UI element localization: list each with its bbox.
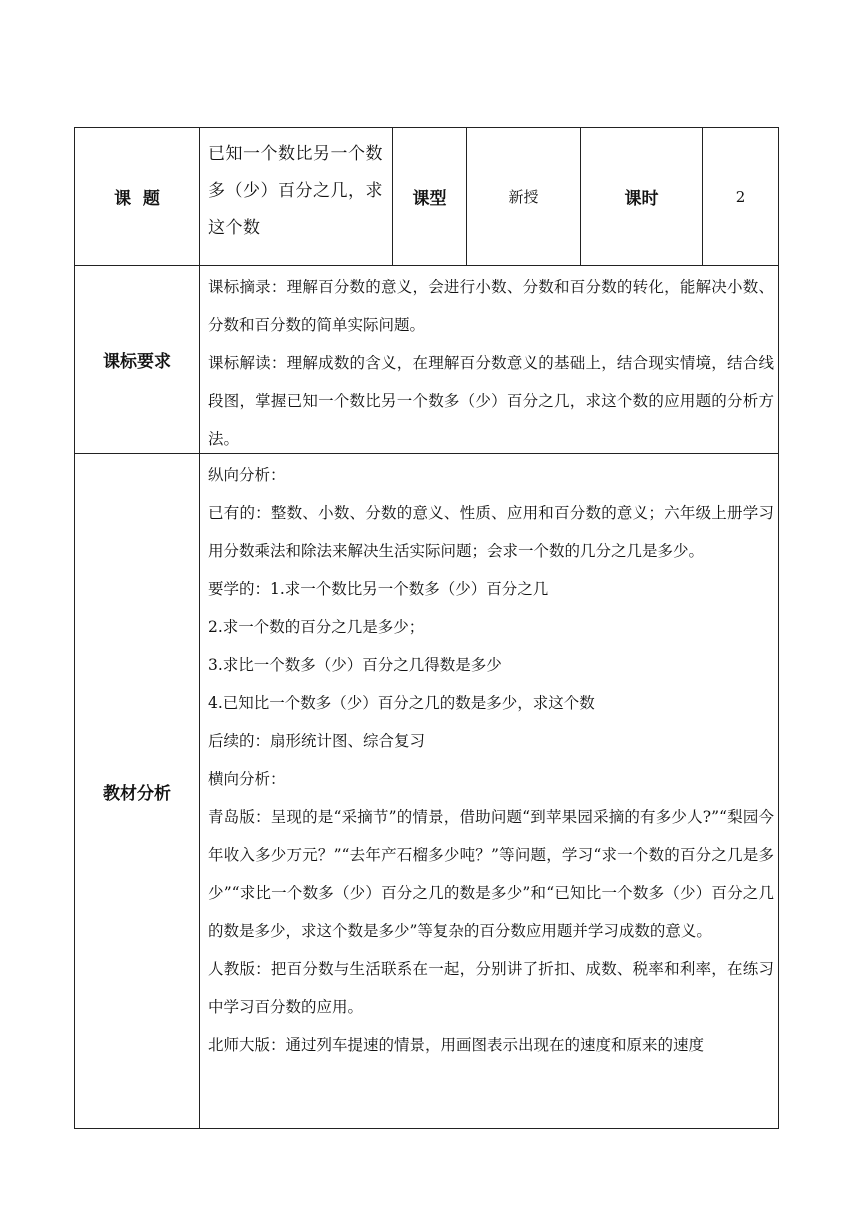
lesson-type-label: 课型 — [412, 189, 447, 209]
topic-label: 课 题 — [114, 189, 160, 209]
to-learn-item-3: 3.求比一个数多（少）百分之几得数是多少 — [208, 656, 502, 674]
lesson-hours-value: 2 — [735, 187, 746, 206]
lesson-hours-label: 课时 — [624, 189, 659, 209]
prior-knowledge: 已有的：整数、小数、分数的意义、性质、应用和百分数的意义；六年级上册学习用分数乘法和除法来解决生活实际问题；会求一个数的几分之几是多少。 — [208, 504, 774, 560]
material-label: 教材分析 — [103, 783, 171, 804]
standards-excerpt: 课标摘录：理解百分数的意义，会进行小数、分数和百分数的转化，能解决小数、分数和百分数的简单实际问题。 — [208, 278, 774, 334]
to-learn-item-1: 要学的：1.求一个数比另一个数多（少）百分之几 — [208, 580, 549, 598]
horizontal-analysis-heading: 横向分析： — [208, 770, 286, 788]
topic-title: 已知一个数比另一个数多（少）百分之几，求这个数 — [208, 144, 383, 238]
table-border-right — [778, 127, 779, 1129]
to-learn-item-4: 4.已知比一个数多（少）百分之几的数是多少，求这个数 — [208, 694, 595, 712]
table-border-bottom — [74, 1128, 779, 1129]
standards-content — [200, 268, 778, 453]
follow-up-knowledge: 后续的：扇形统计图、综合复习 — [208, 732, 426, 750]
qingdao-edition-analysis: 青岛版：呈现的是“采摘节”的情景，借助问题“到苹果园采摘的有多少人?”“梨园今年收入多少万元？”“去年产石榴多少吨？”等问题，学习“求一个数的百分之几是多少”“求比一个数多（少）百分之几的数是多少”和“已知比一个数多（少）百分之几的数是多少，求这个数是多少”等复杂的百分数应用题并学习成数的意义。 — [208, 808, 774, 940]
to-learn-item-2: 2.求一个数的百分之几是多少； — [208, 618, 425, 636]
vertical-analysis-heading: 纵向分析： — [208, 466, 286, 484]
bnu-edition-analysis: 北师大版：通过列车提速的情景，用画图表示出现在的速度和原来的速度 — [208, 1036, 705, 1054]
standards-interpretation: 课标解读：理解成数的含义，在理解百分数意义的基础上，结合现实情境，结合线段图，掌握已知一个数比另一个数多（少）百分之几，求这个数的应用题的分析方法。 — [208, 354, 774, 448]
lesson-type-value: 新授 — [508, 188, 539, 206]
standards-label: 课标要求 — [103, 352, 171, 372]
pep-edition-analysis: 人教版：把百分数与生活联系在一起，分别讲了折扣、成数、税率和利率，在练习中学习百分数的应用。 — [208, 960, 774, 1016]
material-content — [200, 456, 778, 1128]
